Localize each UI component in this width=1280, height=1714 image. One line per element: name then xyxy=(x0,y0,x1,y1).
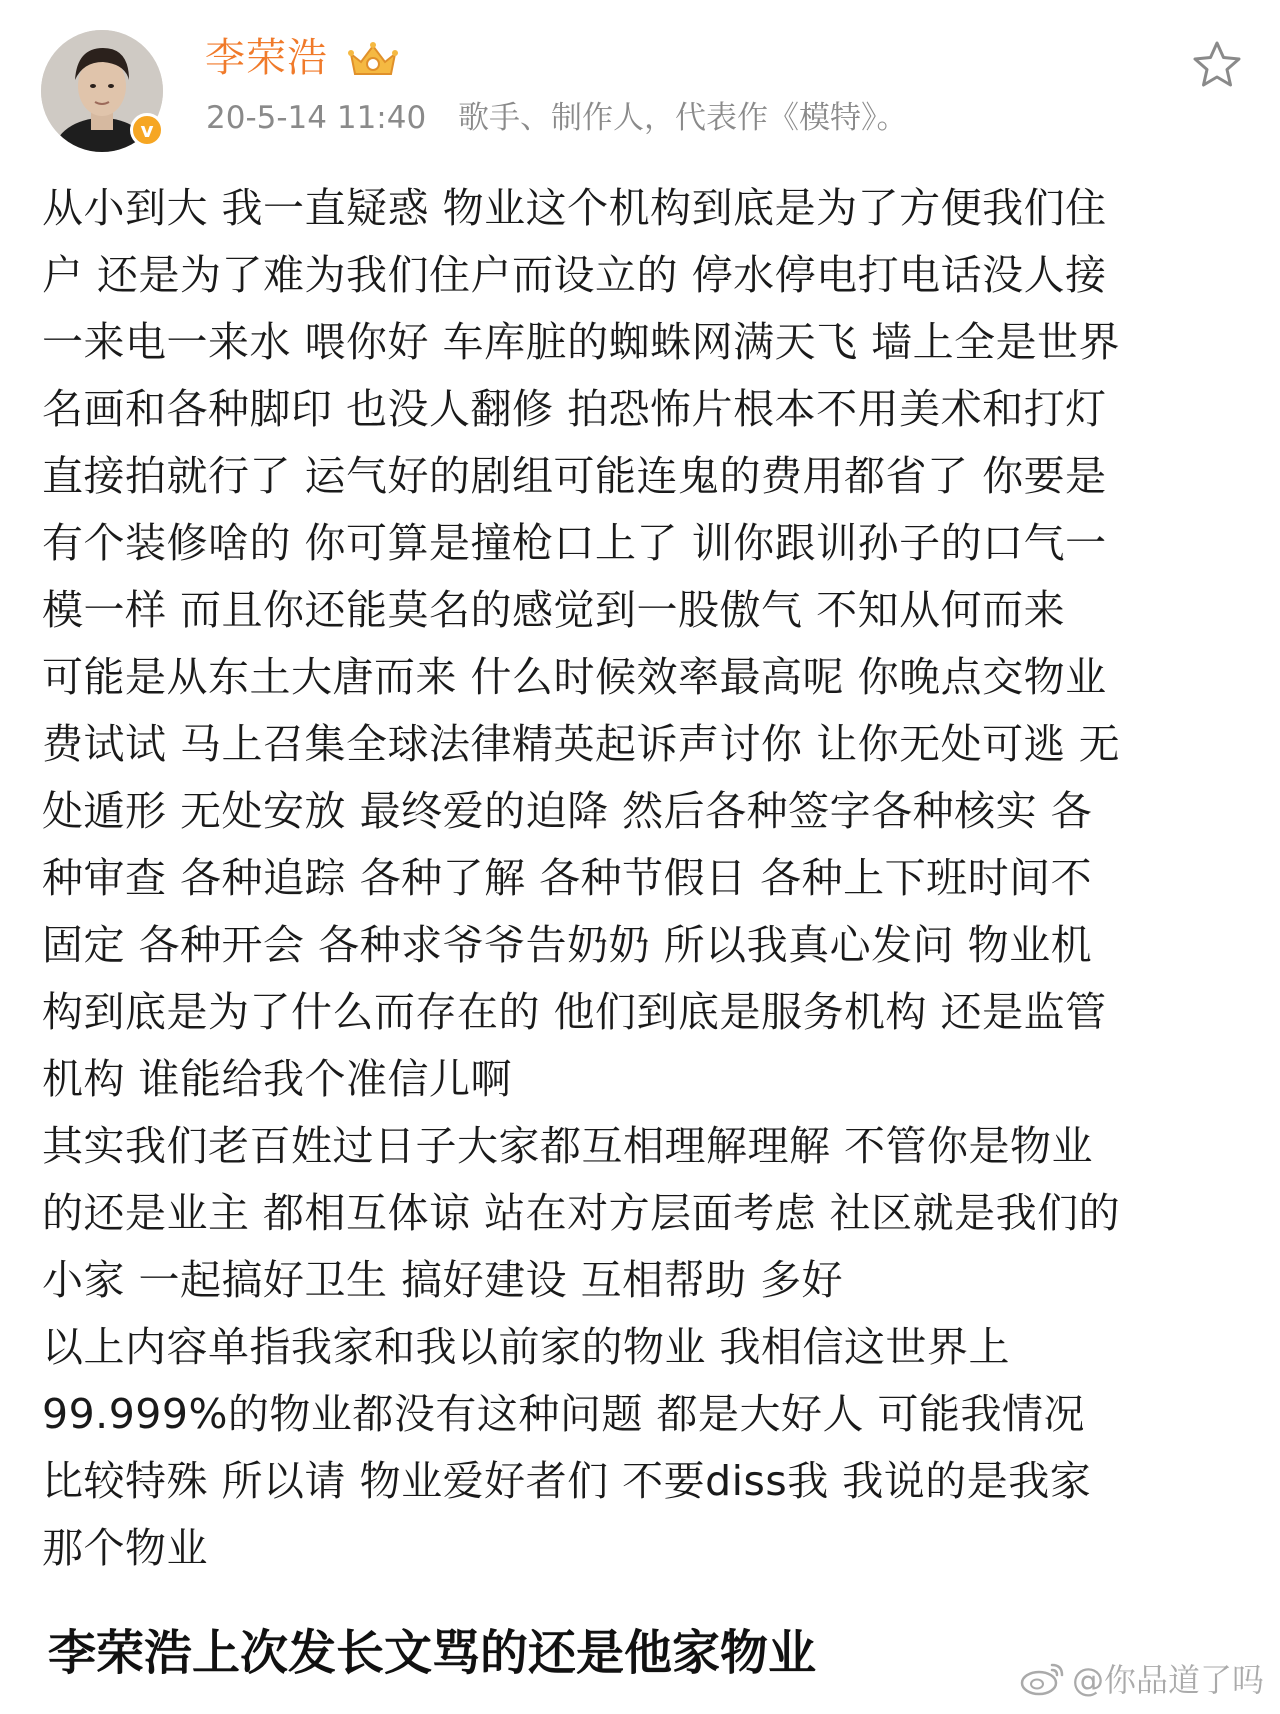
post-line: 固定 各种开会 各种求爷爷告奶奶 所以我真心发问 物业机 xyxy=(42,921,1093,969)
post-line: 可能是从东土大唐而来 什么时候效率最高呢 你晚点交物业 xyxy=(42,653,1107,701)
post-line: 名画和各种脚印 也没人翻修 拍恐怖片根本不用美术和打灯 xyxy=(42,385,1107,433)
post-line: 直接拍就行了 运气好的剧组可能连鬼的费用都省了 你要是 xyxy=(42,452,1107,500)
weibo-logo-icon xyxy=(1020,1659,1066,1697)
post-line: 那个物业 xyxy=(42,1524,208,1572)
post-line: 比较特殊 所以请 物业爱好者们 不要diss我 我说的是我家 xyxy=(42,1457,1092,1505)
post-line: 小家 一起搞好卫生 搞好建设 互相帮助 多好 xyxy=(42,1256,844,1304)
post-timestamp: 20-5-14 11:40 xyxy=(206,100,427,136)
user-bio: 歌手、制作人，代表作《模特》。 xyxy=(458,100,908,136)
watermark xyxy=(1020,1655,1264,1701)
post-meta xyxy=(206,95,908,141)
post-body xyxy=(42,175,1247,1582)
username[interactable]: 李荣浩 xyxy=(205,35,328,81)
verified-icon xyxy=(130,113,164,147)
post-line: 从小到大 我一直疑惑 物业这个机构到底是为了方便我们住 xyxy=(42,184,1107,232)
image-caption: 李荣浩上次发长文骂的还是他家物业 xyxy=(48,1625,817,1681)
post-line: 构到底是为了什么而存在的 他们到底是服务机构 还是监管 xyxy=(42,988,1107,1036)
post-line: 99.999%的物业都没有这种问题 都是大好人 可能我情况 xyxy=(42,1390,1085,1438)
post-line: 的还是业主 都相互体谅 站在对方层面考虑 社区就是我们的 xyxy=(42,1189,1121,1237)
post-line: 机构 谁能给我个准信儿啊 xyxy=(42,1055,513,1103)
post-line: 种审查 各种追踪 各种了解 各种节假日 各种上下班时间不 xyxy=(42,854,1093,902)
vip-crown-icon[interactable] xyxy=(347,40,399,80)
post-line: 一来电一来水 喂你好 车库脏的蜘蛛网满天飞 墙上全是世界 xyxy=(42,318,1121,366)
post-line: 处遁形 无处安放 最终爱的迫降 然后各种签字各种核实 各 xyxy=(42,787,1093,835)
post-line: 模一样 而且你还能莫名的感觉到一股傲气 不知从何而来 xyxy=(42,586,1066,634)
post-line: 其实我们老百姓过日子大家都互相理解理解 不管你是物业 xyxy=(42,1122,1094,1170)
post-line: 有个装修啥的 你可算是撞枪口上了 训你跟训孙子的口气一 xyxy=(42,519,1107,567)
post-line: 费试试 马上召集全球法律精英起诉声讨你 让你无处可逃 无 xyxy=(42,720,1121,768)
verified-mark: v xyxy=(140,118,154,142)
watermark-text: @你品道了吗 xyxy=(1072,1661,1265,1699)
post-line: 以上内容单指我家和我以前家的物业 我相信这世界上 xyxy=(42,1323,1011,1371)
post-line: 户 还是为了难为我们住户而设立的 停水停电打电话没人接 xyxy=(42,251,1107,299)
star-icon[interactable] xyxy=(1190,38,1244,92)
